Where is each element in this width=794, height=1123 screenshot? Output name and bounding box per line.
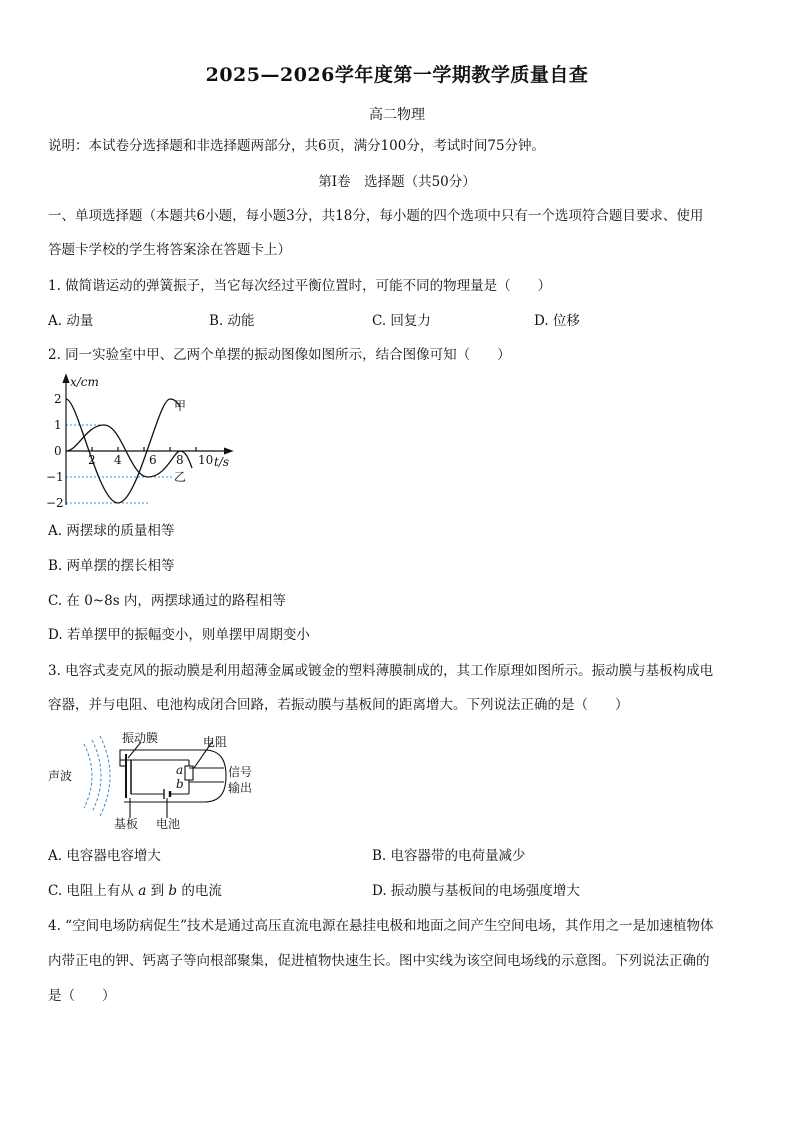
q3-label-point-a: a (176, 763, 184, 777)
q4-stem-line1: 4. “空间电场防病促生”技术是通过高压直流电源在悬挂电极和地面之间产生空间电场，其作用之一是加速植物体 (48, 918, 714, 934)
q3-option-b: B. 电容器带的电荷量减少 (372, 848, 526, 864)
q1-stem: 1. 做简谐运动的弹簧振子，当它每次经过平衡位置时，可能不同的物理量是（ ） (48, 278, 552, 294)
q3-label-point-b: b (176, 777, 184, 791)
q2-stem: 2. 同一实验室中甲、乙两个单摆的振动图像如图所示，结合图像可知（ ） (48, 347, 511, 363)
q3-microphone-diagram (44, 728, 264, 834)
q2-x-axis-label: t/s (214, 455, 230, 469)
section-title: 第Ⅰ卷 选择题（共50分） (318, 174, 476, 190)
q2-xtick-2: 2 (88, 453, 96, 467)
q2-option-a: A. 两摆球的质量相等 (48, 523, 175, 539)
q2-ytick-neg2: −2 (46, 496, 64, 510)
q3-label-signal: 信号 (228, 765, 253, 779)
exam-instructions: 说明：本试卷分选择题和非选择题两部分，共6页，满分100分，考试时间75分钟。 (48, 138, 546, 154)
q3-label-output: 输出 (228, 781, 253, 795)
q3-stem-line1: 3. 电容式麦克风的振动膜是利用超薄金属或镀金的塑料薄膜制成的，其工作原理如图所示。振动膜与基板构成电 (48, 663, 714, 679)
q3-option-c: C. 电阻上有从 a 到 b 的电流 (48, 883, 222, 899)
part1-heading-line2: 答题卡学校的学生将答案涂在答题卡上） (48, 242, 291, 258)
q3-option-a: A. 电容器电容增大 (48, 848, 161, 864)
q2-xtick-8: 8 (176, 453, 184, 467)
q2-ytick-1: 1 (54, 418, 62, 432)
q3-label-plate: 基板 (114, 817, 139, 831)
q3-label-sound: 声波 (48, 769, 73, 783)
q3-stem-line2: 容器，并与电阻、电池构成闭合回路，若振动膜与基板间的距离增大。下列说法正确的是（ ） (48, 697, 629, 713)
q2-ytick-2: 2 (54, 392, 62, 406)
part1-heading-line1: 一、单项选择题（本题共6小题，每小题3分，共18分，每小题的四个选项中只有一个选项符合题目要求、使用 (48, 208, 704, 224)
q1-option-d: D. 位移 (534, 313, 580, 329)
q3-label-membrane: 振动膜 (122, 731, 159, 745)
q2-xtick-10: 10 (198, 453, 214, 467)
q1-option-c: C. 回复力 (372, 313, 431, 329)
q2-series-jia-label: 甲 (174, 399, 187, 413)
exam-title: 2025—2026学年度第一学期教学质量自查 (205, 64, 589, 86)
q2-y-axis-label: x/cm (70, 375, 99, 389)
q2-xtick-4: 4 (114, 453, 122, 467)
q3-label-resistor: 电阻 (203, 735, 228, 749)
q2-option-c: C. 在 0~8s 内，两摆球通过的路程相等 (48, 593, 286, 609)
q3-label-battery: 电池 (156, 817, 181, 831)
q2-xtick-6: 6 (149, 453, 157, 467)
q2-ytick-neg1: −1 (46, 470, 64, 484)
exam-subject: 高二物理 (369, 107, 425, 123)
q1-option-b: B. 动能 (209, 313, 255, 329)
q2-option-b: B. 两单摆的摆长相等 (48, 558, 175, 574)
q2-series-yi-label: 乙 (174, 470, 187, 484)
q2-oscillation-graph (44, 370, 244, 510)
q4-stem-line2: 内带正电的钾、钙离子等向根部聚集，促进植物快速生长。图中实线为该空间电场线的示意图。下列说法正确的 (48, 953, 710, 969)
q2-option-d: D. 若单摆甲的振幅变小，则单摆甲周期变小 (48, 627, 310, 643)
q4-stem-line3: 是（ ） (48, 988, 116, 1004)
q2-ytick-0: 0 (54, 444, 62, 458)
q3-option-d: D. 振动膜与基板间的电场强度增大 (372, 883, 580, 899)
q1-option-a: A. 动量 (48, 313, 94, 329)
